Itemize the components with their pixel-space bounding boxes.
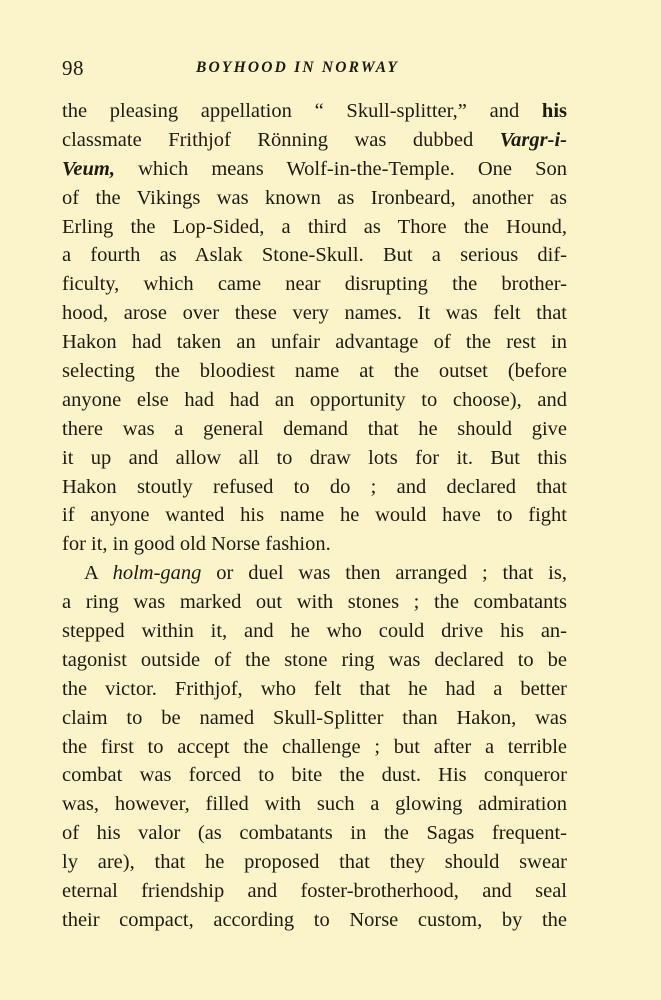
- text-line: was, however, filled with such a glowing admiration: [62, 793, 567, 816]
- text-line: Erling the Lop-Sided, a third as Thore the Hound,: [62, 215, 567, 238]
- bold-word: his: [541, 100, 567, 122]
- text-line: hood, arose over these very names. It was felt that: [62, 302, 567, 325]
- text-line: of the Vikings was known as Ironbeard, another as: [62, 186, 567, 209]
- paragraph: [62, 559, 567, 935]
- text-line: eternal friendship and foster-brotherhood, and seal: [62, 880, 567, 903]
- text-segment: A: [84, 562, 113, 585]
- italic-term: holm-gang: [112, 562, 202, 585]
- text-line: [62, 97, 567, 126]
- text-line: [62, 559, 567, 588]
- text-segment: the pleasing appellation “ Skull-splitter,” and: [62, 100, 542, 122]
- body-text: [62, 97, 567, 935]
- page-number: 98: [62, 56, 84, 80]
- running-title: BOYHOOD IN NORWAY: [196, 59, 400, 76]
- italic-term: Veum,: [62, 157, 115, 180]
- running-head: [62, 56, 567, 82]
- text-line: if anyone wanted his name he would have to fight: [62, 504, 567, 527]
- text-segment: which means Wolf-in-the-Temple. One Son: [114, 157, 567, 180]
- text-line: claim to be named Skull-Splitter than Hakon, was: [62, 706, 567, 729]
- text-line: [62, 155, 567, 184]
- text-line: of his valor (as combatants in the Sagas frequent-: [62, 822, 567, 845]
- text-line: their compact, according to Norse custom, by the: [62, 908, 567, 931]
- text-line: the first to accept the challenge ; but after a terrible: [62, 735, 567, 758]
- text-line: ficulty, which came near disrupting the brother-: [62, 273, 567, 296]
- text-segment: classmate Frithjof Rönning was dubbed: [62, 128, 500, 151]
- text-segment: or duel was then arranged ; that is,: [201, 562, 567, 585]
- text-line: combat was forced to bite the dust. His conqueror: [62, 764, 567, 787]
- text-line: anyone else had had an opportunity to choose), and: [62, 388, 567, 411]
- italic-term: Vargr-i-: [499, 128, 567, 151]
- text-line: for it, in good old Norse fashion.: [62, 533, 331, 556]
- text-line: Hakon had taken an unfair advantage of the rest in: [62, 331, 567, 354]
- text-line: it up and allow all to draw lots for it. But this: [62, 446, 567, 469]
- text-line: Hakon stoutly refused to do ; and declared that: [62, 475, 567, 498]
- text-line: a ring was marked out with stones ; the combatants: [62, 591, 567, 614]
- text-line: tagonist outside of the stone ring was declared to be: [62, 648, 567, 671]
- text-line: the victor. Frithjof, who felt that he had a better: [62, 677, 567, 700]
- text-line: selecting the bloodiest name at the outset (before: [62, 360, 567, 383]
- paragraph: [62, 97, 567, 559]
- text-line: [62, 126, 567, 155]
- text-line: there was a general demand that he should give: [62, 417, 567, 440]
- text-line: ly are), that he proposed that they should swear: [62, 851, 567, 874]
- text-line: stepped within it, and he who could drive his an-: [62, 620, 567, 643]
- text-line: a fourth as Aslak Stone-Skull. But a serious dif-: [62, 244, 567, 267]
